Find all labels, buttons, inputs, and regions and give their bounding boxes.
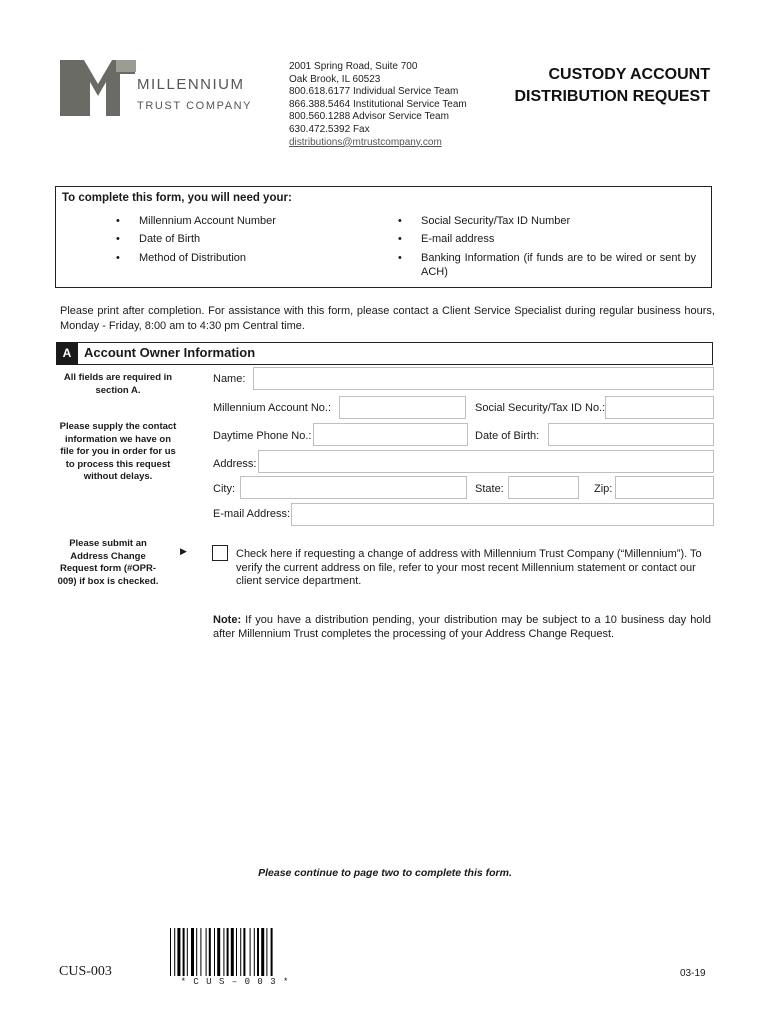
address-label: Address: [213, 458, 257, 470]
barcode-text: * C U S – 0 0 3 * [180, 977, 290, 987]
ssn-label: Social Security/Tax ID No.: [475, 402, 606, 414]
requirement-item: • Method of Distribution [116, 252, 246, 264]
barcode-bar [236, 928, 237, 976]
barcode-bar [187, 928, 188, 976]
company-name: MILLENNIUM [137, 76, 245, 93]
form-title-line-2: DISTRIBUTION REQUEST [514, 88, 710, 105]
barcode-bar [227, 928, 229, 976]
requirement-item: • E-mail address [398, 233, 495, 245]
address-change-checkbox[interactable] [212, 545, 228, 561]
logo-t-mark [116, 60, 136, 72]
bullet-icon: • [398, 252, 402, 264]
barcode-bar [214, 928, 215, 976]
barcode-bar [223, 928, 224, 976]
hold-note [213, 614, 711, 641]
barcode-bar [196, 928, 197, 976]
account-number-label: Millennium Account No.: [213, 402, 331, 414]
barcode-bar [177, 928, 180, 976]
form-code: CUS-003 [59, 964, 112, 979]
arrow-right-icon: ▶ [180, 546, 187, 556]
barcode-bar [261, 928, 264, 976]
bullet-icon: • [116, 215, 120, 227]
zip-label: Zip: [594, 483, 613, 495]
barcode-bar [266, 928, 267, 976]
ssn-field[interactable] [605, 396, 714, 419]
email-label: E-mail Address: [213, 508, 291, 520]
form-title-line-1: CUSTODY ACCOUNT [548, 66, 710, 83]
form-title [470, 64, 710, 108]
revision-date: 03-19 [680, 968, 706, 979]
name-label: Name: [213, 373, 246, 385]
fax-number: 630.472.5392 Fax [289, 123, 370, 135]
barcode-bar [250, 928, 251, 976]
required-fields-note: All fields are required in section A. [63, 372, 173, 396]
section-a-letter: A [56, 342, 78, 365]
bullet-icon: • [398, 233, 402, 245]
dob-label: Date of Birth: [475, 430, 540, 442]
bullet-icon: • [398, 215, 402, 227]
contact-block [289, 61, 467, 149]
barcode-bar [170, 928, 171, 976]
requirement-item: • Date of Birth [116, 233, 201, 245]
requirements-heading: To complete this form, you will need your: [62, 192, 292, 204]
address-line-1: 2001 Spring Road, Suite 700 [289, 61, 418, 72]
city-field[interactable] [240, 476, 467, 499]
barcode-bar [271, 928, 273, 976]
phone-advisor: 800.560.1288 Advisor Service Team [289, 111, 449, 123]
note-body: If you have a distribution pending, your distribution may be subject to a 10 business day hold after Millennium Trust completes the processing of your Address Change Request. [213, 614, 711, 640]
bullet-icon: • [116, 252, 120, 264]
barcode-bar [174, 928, 175, 976]
contact-info-note: Please supply the contact information we have on file for you in order for us to process this request without delays. [59, 421, 177, 482]
city-label: City: [213, 483, 235, 495]
address-line-2: Oak Brook, IL 60523 [289, 73, 381, 85]
requirement-item: • Banking Information (if funds are to be wired or sent by ACH) [398, 252, 696, 278]
intro-text: Please print after completion. For assistance with this form, please contact a Client Service Specialist during regular business hours, Monday - Friday, 8:00 am to 4:30 pm Central time. [60, 305, 715, 332]
daytime-phone-label: Daytime Phone No.: [213, 430, 312, 442]
email-field[interactable] [291, 503, 714, 526]
note-label: Note: [213, 614, 242, 626]
company-subname: TRUST COMPANY [137, 100, 253, 112]
daytime-phone-field[interactable] [313, 423, 468, 446]
barcode [170, 928, 300, 976]
continue-instruction: Please continue to page two to complete this form. [258, 867, 512, 879]
phone-institutional: 866.388.5464 Institutional Service Team [289, 98, 467, 110]
barcode-bar [240, 928, 241, 976]
requirement-item: • Social Security/Tax ID Number [398, 215, 571, 227]
barcode-bar [217, 928, 220, 976]
barcode-bar [209, 928, 211, 976]
dob-field[interactable] [548, 423, 714, 446]
requirement-item: • Millennium Account Number [116, 215, 276, 227]
state-label: State: [475, 483, 504, 495]
barcode-bar [206, 928, 207, 976]
zip-field[interactable] [615, 476, 714, 499]
barcode-bar [231, 928, 234, 976]
address-change-note: Please submit an Address Change Request form (#OPR-009) if box is checked. [57, 538, 159, 587]
address-field[interactable] [258, 450, 714, 473]
barcode-bar [191, 928, 194, 976]
phone-individual: 800.618.6177 Individual Service Team [289, 86, 459, 98]
state-field[interactable] [508, 476, 579, 499]
barcode-bar [254, 928, 255, 976]
barcode-bar [200, 928, 201, 976]
section-a-title: Account Owner Information [84, 345, 256, 360]
barcode-bar [257, 928, 259, 976]
account-number-field[interactable] [339, 396, 466, 419]
email-link[interactable]: distributions@mtrustcompany.com [289, 136, 442, 148]
address-change-text: Check here if requesting a change of address with Millennium Trust Company (“Millennium”). To verify the current address on file, refer to your most recent Millennium statement or contact our client service department. [236, 548, 702, 587]
barcode-bar [243, 928, 245, 976]
bullet-icon: • [116, 233, 120, 245]
barcode-bar [183, 928, 185, 976]
name-field[interactable] [253, 367, 714, 390]
